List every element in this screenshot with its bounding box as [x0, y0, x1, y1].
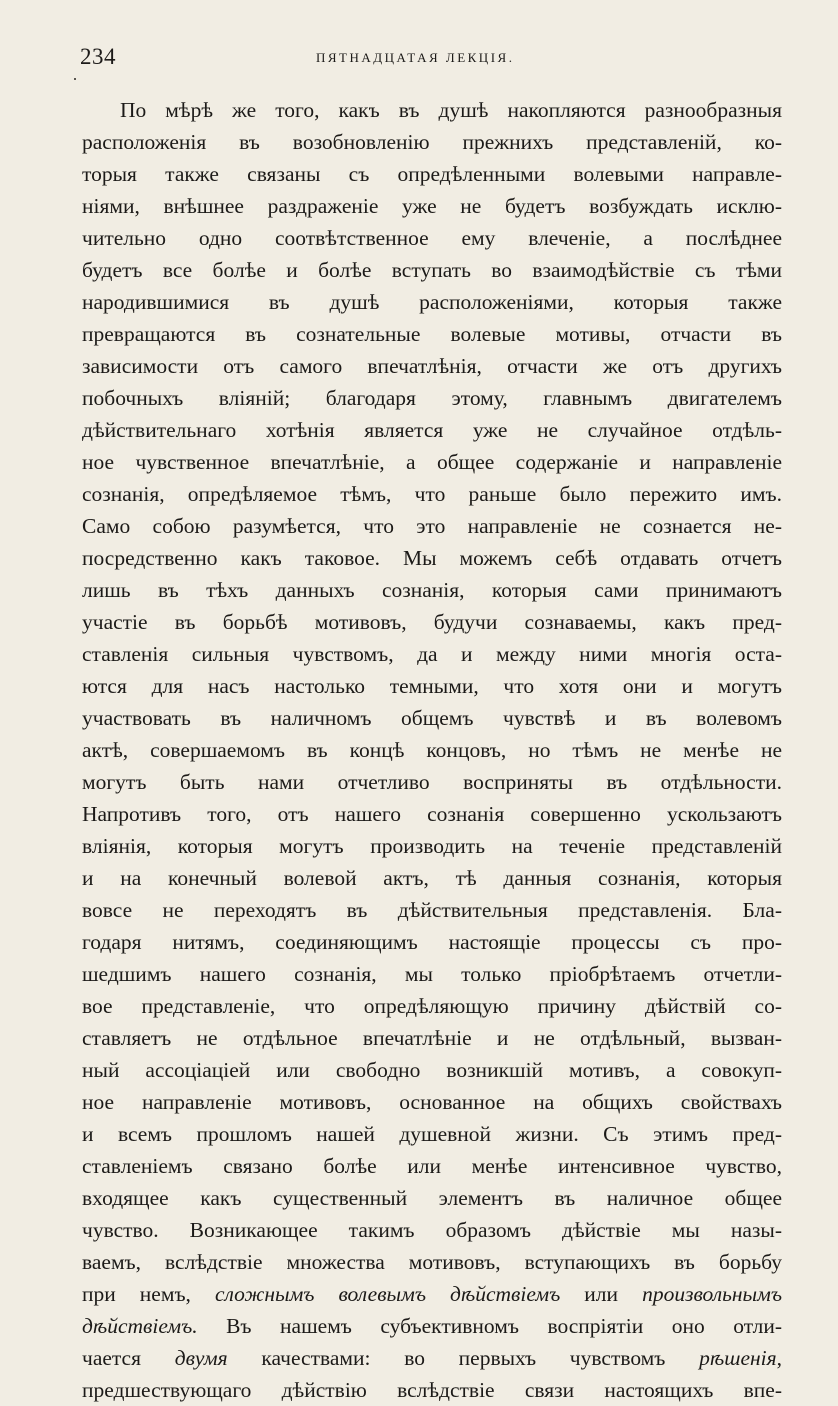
- text-line: зависимости отъ самого впечатлѣнія, отчасти же отъ другихъ: [82, 354, 782, 378]
- text-line: будетъ все болѣе и болѣе вступать во взаимодѣйствіе съ тѣми: [82, 258, 782, 282]
- text-line: ный ассоціаціей или свободно возникшій мотивъ, а совокуп-: [82, 1058, 782, 1082]
- text-run: Въ нашемъ субъективномъ воспріятіи оно отли-: [197, 1314, 782, 1338]
- text-line: вовсе не переходятъ въ дѣйствительныя представленія. Бла-: [82, 898, 782, 922]
- text-line: вое представленіе, что опредѣляющую причину дѣйствій со-: [82, 994, 782, 1018]
- print-speck: [74, 78, 76, 80]
- emphasis-term: двумя: [174, 1346, 228, 1370]
- text-run: чается: [82, 1346, 175, 1370]
- text-line: ніями, внѣшнее раздраженіе уже не будетъ возбуждать исклю-: [82, 194, 782, 218]
- text-run: ,: [776, 1346, 782, 1370]
- text-line: и всемъ прошломъ нашей душевной жизни. Съ этимъ пред-: [82, 1122, 782, 1146]
- text-line: могутъ быть нами отчетливо восприняты въ отдѣльности.: [82, 770, 782, 794]
- running-head: ПЯТНАДЦАТАЯ ЛЕКЦІЯ.: [316, 50, 515, 65]
- emphasis-term: сложнымъ волевымъ дѣйствіемъ: [214, 1282, 561, 1306]
- text-line: участвовать въ наличномъ общемъ чувствѣ и въ волевомъ: [82, 706, 782, 730]
- text-line: торыя также связаны съ опредѣленными волевыми направле-: [82, 162, 782, 186]
- text-line: шедшимъ нашего сознанія, мы только пріобрѣтаемъ отчетли-: [82, 962, 782, 986]
- page-header: [78, 44, 788, 70]
- text-line: чувство. Возникающее такимъ образомъ дѣйствіе мы назы-: [82, 1218, 782, 1242]
- emphasis-term: произвольнымъ: [642, 1282, 782, 1306]
- text-line: народившимися въ душѣ расположеніями, которыя также: [82, 290, 782, 314]
- text-line: [82, 1342, 782, 1374]
- text-line: входящее какъ существенный элементъ въ наличное общее: [82, 1186, 782, 1210]
- text-line: вліянія, которыя могутъ производить на теченіе представленій: [82, 834, 782, 858]
- emphasis-term: рѣшенія: [699, 1346, 777, 1370]
- text-line: По мѣрѣ же того, какъ въ душѣ накопляются разнообразныя: [120, 98, 782, 122]
- text-line: лишь въ тѣхъ данныхъ сознанія, которыя сами принимаютъ: [82, 578, 782, 602]
- text-line: дѣйствительнаго хотѣнія является уже не случайное отдѣль-: [82, 418, 782, 442]
- text-line: чительно одно соотвѣтственное ему влеченіе, а послѣднее: [82, 226, 782, 250]
- text-line: ное направленіе мотивовъ, основанное на общихъ свойствахъ: [82, 1090, 782, 1114]
- text-line: годаря нитямъ, соединяющимъ настоящіе процессы съ про-: [82, 930, 782, 954]
- text-line: превращаются въ сознательные волевые мотивы, отчасти въ: [82, 322, 782, 346]
- text-line: ставляетъ не отдѣльное впечатлѣніе и не отдѣльный, вызван-: [82, 1026, 782, 1050]
- body-text: [82, 94, 782, 1406]
- text-line: актѣ, совершаемомъ въ концѣ концовъ, но тѣмъ не менѣе не: [82, 738, 782, 762]
- text-line: участіе въ борьбѣ мотивовъ, будучи сознаваемы, какъ пред-: [82, 610, 782, 634]
- text-line: ваемъ, вслѣдствіе множества мотивовъ, вступающихъ въ борьбу: [82, 1250, 782, 1274]
- text-line: ное чувственное впечатлѣніе, а общее содержаніе и направленіе: [82, 450, 782, 474]
- text-line: побочныхъ вліяній; благодаря этому, главнымъ двигателемъ: [82, 386, 782, 410]
- text-line: Напротивъ того, отъ нашего сознанія совершенно ускользаютъ: [82, 802, 782, 826]
- page-number: 234: [80, 44, 116, 69]
- text-line: ставленіемъ связано болѣе или менѣе интенсивное чувство,: [82, 1154, 782, 1178]
- text-line: [82, 1278, 782, 1310]
- text-line: ются для насъ настолько темными, что хотя они и могутъ: [82, 674, 782, 698]
- text-line: [82, 1310, 782, 1342]
- text-run: или: [560, 1282, 643, 1306]
- text-line: Само собою разумѣется, что это направленіе не сознается не-: [82, 514, 782, 538]
- text-line: сознанія, опредѣляемое тѣмъ, что раньше было пережито имъ.: [82, 482, 782, 506]
- emphasis-term: дѣйствіемъ.: [82, 1314, 198, 1338]
- text-line: посредственно какъ таковое. Мы можемъ себѣ отдавать отчетъ: [82, 546, 782, 570]
- text-run: при немъ,: [82, 1282, 215, 1306]
- text-line: предшествующаго дѣйствію вслѣдствіе связи настоящихъ впе-: [82, 1378, 782, 1402]
- text-line: и на конечный волевой актъ, тѣ данныя сознанія, которыя: [82, 866, 782, 890]
- text-run: качествами: во первыхъ чувствомъ: [227, 1346, 700, 1370]
- text-line: ставленія сильныя чувствомъ, да и между ними многія оста-: [82, 642, 782, 666]
- text-line: расположенія въ возобновленію прежнихъ представленій, ко-: [82, 130, 782, 154]
